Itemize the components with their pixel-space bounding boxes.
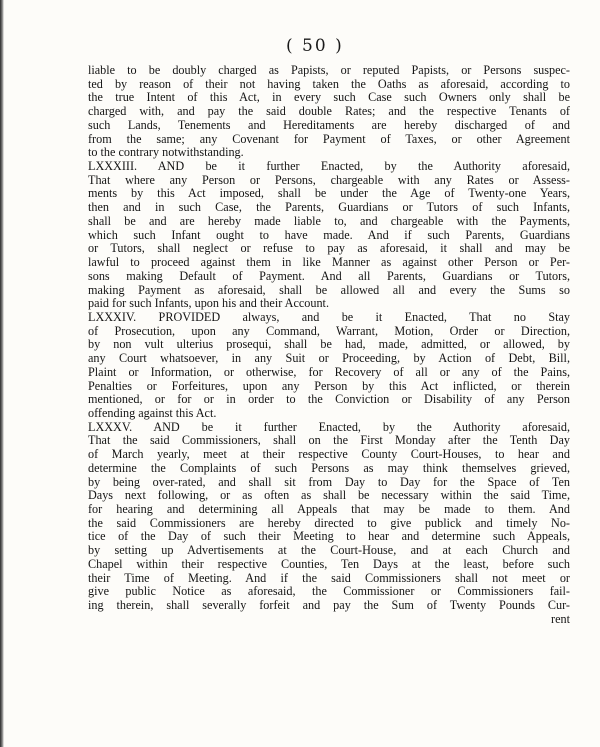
text-line: or Tutors, shall neglect or refuse to pay as aforesaid, it shall and may be: [88, 242, 570, 256]
text-line: to the contrary notwithstanding.: [88, 146, 244, 160]
text-line: tice of the Day of such their Meeting to hear and determine such Appeals,: [88, 530, 570, 544]
text-line: the said Commissioners are hereby directed to give publick and timely No-: [88, 516, 570, 530]
text-line: sons making Default of Payment. And all Parents, Guardians or Tutors,: [88, 269, 570, 283]
text-line: by being over-rated, and shall sit from Day to Day for the Space of Ten: [88, 475, 570, 489]
text-line: give public Notice as aforesaid, the Commissioner or Commissioners fail-: [88, 585, 570, 599]
text-line: Chapel within their respective Counties, Ten Days at the least, before such: [88, 557, 570, 571]
text-line: mentioned, or for or in order to the Conviction or Disability of any Person: [88, 393, 570, 407]
text-line: Plaint or Information, or otherwise, for Recovery of all or any of the Pains,: [88, 365, 570, 379]
section-heading-line: LXXXIII. AND be it further Enacted, by the Authority aforesaid,: [88, 160, 570, 174]
text-line: from the same; any Covenant for Payment of Taxes, or other Agreement: [88, 132, 570, 146]
text-line: shall be and are hereby made liable to, and chargeable with the Payments,: [88, 214, 570, 228]
body-text: [88, 64, 570, 626]
text-line: the true Intent of this Act, in every such Case such Owners only shall be: [88, 91, 570, 105]
page-number: ( 50 ): [286, 36, 344, 56]
text-line: offending against this Act.: [88, 406, 217, 420]
catchword: rent: [551, 612, 570, 626]
text-line: paid for such Infants, upon his and their Account.: [88, 297, 329, 311]
text-line: charged with, and pay the said double Rates; and the respective Tenants of: [88, 105, 570, 119]
text-line: ments by this Act imposed, shall be under the Age of Twenty-one Years,: [88, 187, 570, 201]
text-line: then and in such Case, the Parents, Guardians or Tutors of such Infants,: [88, 201, 570, 215]
text-line: Days next following, or as often as shall be necessary within the said Time,: [88, 489, 570, 503]
text-line: by setting up Advertisements at the Court-House, and at each Church and: [88, 544, 570, 558]
text-line: their Time of Meeting. And if the said Commissioners shall not meet or: [88, 571, 570, 585]
text-line: liable to be doubly charged as Papists, or reputed Papists, or Persons suspec-: [88, 64, 570, 77]
text-line: any Court whatsoever, in any Suit or Proceeding, by Action of Debt, Bill,: [88, 352, 570, 366]
text-line: determine the Complaints of such Persons as may think themselves grieved,: [88, 461, 570, 475]
text-line: That where any Person or Persons, chargeable with any Rates or Assess-: [88, 173, 570, 187]
text-line: Penalties or Forfeitures, upon any Person by this Act inflicted, or therein: [88, 379, 570, 393]
text-line: for hearing and determining all Appeals that may be made to them. And: [88, 503, 570, 516]
text-line: ted by reason of their not having taken the Oaths as aforesaid, according to: [88, 77, 570, 91]
page-edge-shadow: [0, 0, 4, 747]
text-line: lawful to proceed against them in like Manner as against other Person or Per-: [88, 256, 570, 270]
text-line: which such Infant ought to have made. And if such Parents, Guardians: [88, 228, 570, 242]
text-line: of March yearly, meet at their respective County Court-Houses, to hear and: [88, 448, 570, 462]
text-line: of Prosecution, upon any Command, Warrant, Motion, Order or Direction,: [88, 324, 570, 338]
text-line: by non vult ulterius prosequi, shall be had, made, admitted, or allowed, by: [88, 338, 570, 352]
text-line: That the said Commissioners, shall on the First Monday after the Tenth Day: [88, 434, 570, 448]
text-line: such Lands, Tenements and Hereditaments are hereby discharged of and: [88, 118, 570, 132]
text-line: ing therein, shall severally forfeit and pay the Sum of Twenty Pounds Cur-: [88, 599, 570, 613]
text-line: making Payment as aforesaid, shall be allowed all and every the Sums so: [88, 283, 570, 297]
section-heading-line: LXXXIV. PROVIDED always, and be it Enacted, That no Stay: [88, 310, 570, 324]
section-heading-line: LXXXV. AND be it further Enacted, by the Authority aforesaid,: [88, 420, 570, 434]
